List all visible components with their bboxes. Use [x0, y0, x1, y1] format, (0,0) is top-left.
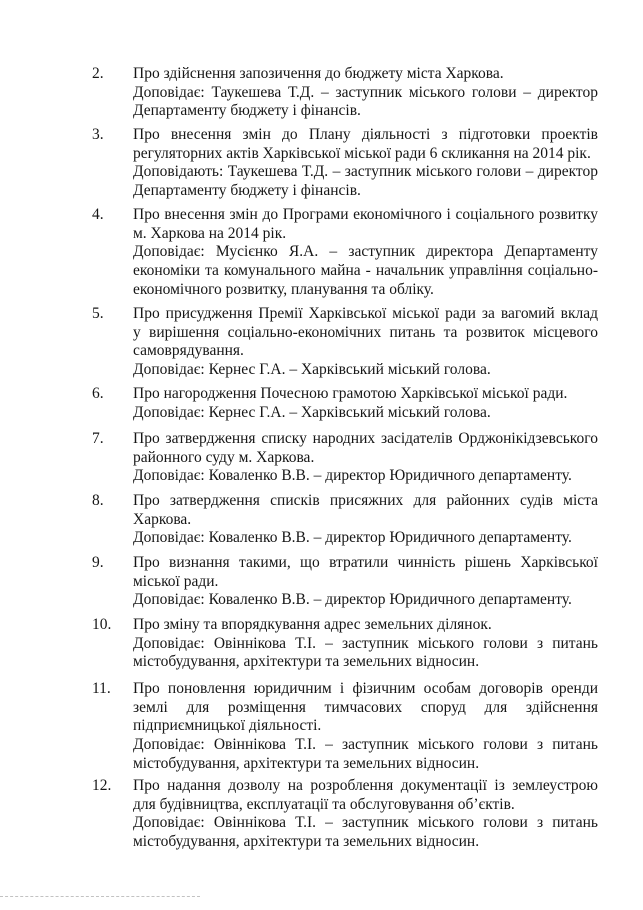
- item-speaker-line: Доповідає: Коваленко В.В. – директор Юридичного департаменту.: [133, 467, 572, 485]
- item-number: 11.: [92, 680, 111, 697]
- item-title-line: самоврядування.: [133, 342, 244, 360]
- item-title-line: Харкова.: [133, 510, 192, 528]
- item-number: 4.: [92, 206, 104, 223]
- item-title-line: Про присудження Премії Харківської міської ради за вагомий вклад: [133, 305, 598, 322]
- item-speaker-line: Доповідає: Овіннікова Т.І. – заступник міського голови з питань: [133, 814, 598, 832]
- item-title-line: Про здійснення запозичення до бюджету міста Харкова.: [133, 65, 504, 82]
- item-title-line: Про надання дозволу на розроблення документації із землеустрою: [133, 777, 598, 794]
- item-title-line: м. Харкова на 2014 рік.: [133, 224, 287, 242]
- item-speaker-line: Доповідає: Таукешева Т.Д. – заступник міського голови – директор: [133, 83, 598, 101]
- item-text: [133, 65, 598, 121]
- item-title-line: Про зміну та впорядкування адрес земельних ділянок.: [133, 616, 492, 633]
- item-title-line: у вирішення соціально-економічних питань та розвиток місцевого: [133, 323, 598, 341]
- item-speaker-line: економічного розвитку, планування та обліку.: [133, 280, 434, 298]
- item-title-line: Про визнання такими, що втратили чинність рішень Харківської: [133, 554, 598, 571]
- item-speaker-line: містобудування, архітектури та земельних відносин.: [133, 833, 480, 851]
- item-number: 3.: [92, 126, 104, 143]
- bottom-scan-rule: [0, 896, 200, 897]
- item-text: [133, 206, 598, 300]
- item-number: 6.: [92, 385, 104, 402]
- item-speaker-line: містобудування, архітектури та земельних відносин.: [133, 653, 480, 671]
- item-text: [133, 554, 598, 610]
- item-text: [133, 430, 598, 486]
- item-title-line: Про поновлення юридичним і фізичним особам договорів оренди: [133, 680, 598, 697]
- item-speaker-line: Доповідає: Мусієнко Я.А. – заступник директора Департаменту: [133, 243, 598, 261]
- item-speaker-line: Доповідає: Коваленко В.В. – директор Юридичного департаменту.: [133, 529, 572, 547]
- item-text: [133, 492, 598, 548]
- item-speaker-line: Департаменту бюджету і фінансів.: [133, 102, 361, 120]
- item-title-line: Про нагородження Почесною грамотою Харківської міської ради.: [133, 385, 568, 402]
- item-title-line: районного суду м. Харкова.: [133, 448, 315, 466]
- item-speaker-line: Доповідає: Овіннікова Т.І. – заступник міського голови з питань: [133, 736, 598, 754]
- item-title-line: Про затвердження списків присяжних для районних судів міста: [133, 492, 598, 509]
- item-title-line: Про внесення змін до Плану діяльності з підготовки проектів: [133, 126, 598, 143]
- item-speaker-line: економіки та комунального майна - начальник управління соціально-: [133, 262, 598, 280]
- item-number: 12.: [92, 777, 112, 794]
- item-number: 8.: [92, 492, 104, 509]
- item-number: 7.: [92, 430, 104, 447]
- item-number: 5.: [92, 305, 104, 322]
- item-number: 10.: [92, 616, 112, 633]
- item-speaker-line: Доповідає: Коваленко В.В. – директор Юридичного департаменту.: [133, 591, 572, 609]
- item-text: [133, 305, 598, 380]
- item-speaker-line: Доповідає: Кернес Г.А. – Харківський міський голова.: [133, 361, 491, 379]
- item-text: [133, 777, 598, 852]
- item-title-line: міської ради.: [133, 572, 219, 590]
- item-speaker-line: Доповідає: Овіннікова Т.І. – заступник міського голови з питань: [133, 634, 598, 652]
- item-speaker-line: містобудування, архітектури та земельних відносин.: [133, 754, 480, 772]
- item-title-line: Про внесення змін до Програми економічного і соціального розвитку: [133, 206, 598, 223]
- item-speaker-line: Департаменту бюджету і фінансів.: [133, 182, 361, 200]
- item-text: [133, 126, 598, 201]
- item-speaker-line: Доповідають: Таукешева Т.Д. – заступник міського голови – директор: [133, 163, 598, 181]
- item-title-line: регуляторних актів Харківської міської ради 6 скликання на 2014 рік.: [133, 144, 591, 162]
- item-text: [133, 680, 598, 774]
- item-text: [133, 616, 598, 672]
- item-title-line: землі для розміщення тимчасових споруд для здійснення: [133, 698, 598, 716]
- item-number: 9.: [92, 554, 104, 571]
- item-number: 2.: [92, 65, 104, 82]
- item-title-line: Про затвердження списку народних засідателів Орджонікідзевського: [133, 430, 598, 447]
- item-title-line: для будівництва, експлуатації та обслуговування об’єктів.: [133, 795, 515, 813]
- item-text: [133, 385, 598, 422]
- item-title-line: підприємницької діяльності.: [133, 717, 322, 735]
- item-speaker-line: Доповідає: Кернес Г.А. – Харківський міський голова.: [133, 403, 491, 421]
